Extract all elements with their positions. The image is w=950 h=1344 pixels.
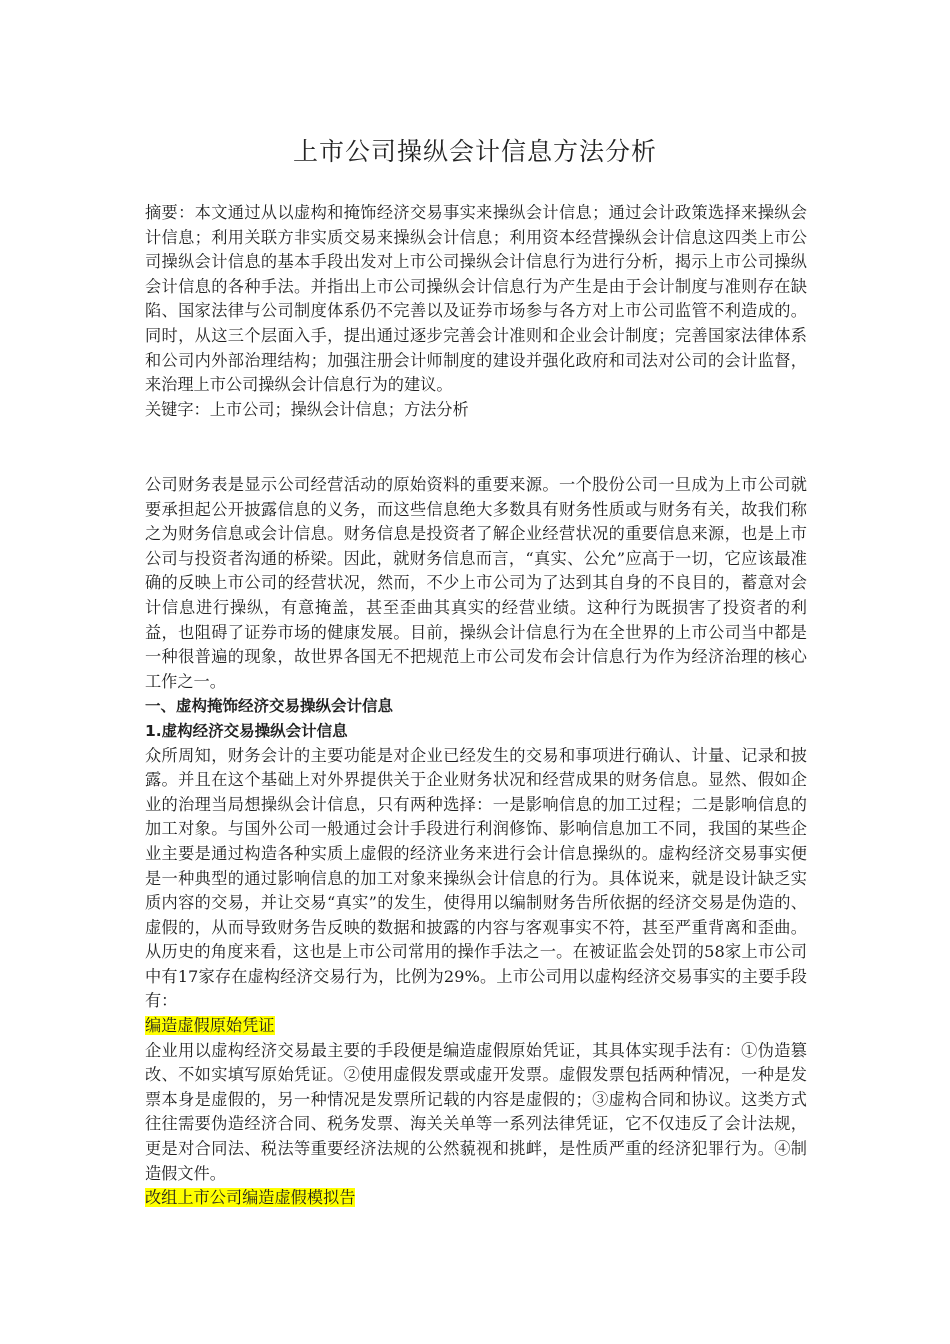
highlight-heading-1 [145,1014,807,1039]
subsection-heading-1-1: 1.虚构经济交易操纵会计信息 [145,721,348,740]
intro-paragraph: 公司财务表是显示公司经营活动的原始资料的重要来源。一个股份公司一旦成为上市公司就要承担起公开披露信息的义务，而这些信息绝大多数具有财务性质或与财务有关，故我们称之为财务信息或会计信息。财务信息是投资者了解企业经营状况的重要信息来源，也是上市公司与投资者沟通的桥梁。因此，就财务信息而言，“真实、公允”应高于一切，它应该最准确的反映上市公司的经营状况，然而，不少上市公司为了达到其自身的不良目的，蓄意对会计信息进行操纵，有意掩盖，甚至歪曲其真实的经营业绩。这种行为既损害了投资者的利益，也阻碍了证券市场的健康发展。目前，操纵会计信息行为在全世界的上市公司当中都是一种很普遍的现象，故世界各国无不把规范上市公司发布会计信息行为作为经济治理的核心工作之一。 [145,475,807,691]
keywords-line: 关键字：上市公司；操纵会计信息；方法分析 [145,399,469,419]
section-heading-1: 一、虚构掩饰经济交易操纵会计信息 [145,697,394,716]
abstract-paragraph: 摘要：本文通过从以虚构和掩饰经济交易事实来操纵会计信息；通过会计政策选择来操纵会计信息；利用关联方非实质交易来操纵会计信息；利用资本经营操纵会计信息这四类上市公司操纵会计信息的基本手段出发对上市公司操纵会计信息行为进行分析，揭示上市公司操纵会计信息的各种手法。并指出上市公司操纵会计信息行为产生是由于会计制度与准则存在缺陷、国家法律与公司制度体系仍不完善以及证券市场参与各方对上市公司监管不利造成的。同时，从这三个层面入手，提出通过逐步完善会计准则和企业会计制度；完善国家法律体系和公司内外部治理结构；加强注册会计师制度的建设并强化政府和司法对公司的会计监督，来治理上市公司操纵会计信息行为的建议。 [145,203,807,395]
body-paragraph-2: 企业用以虚构经济交易最主要的手段便是编造虚假原始凭证，其具体实现手法有：①伪造篡改、不如实填写原始凭证。②使用虚假发票或虚开发票。虚假发票包括两种情况，一种是发票本身是虚假的，另一种情况是发票所记载的内容是虚假的；③虚构合同和协议。这类方式往往需要伪造经济合同、税务发票、海关关单等一系列法律凭证，它不仅违反了会计法规，更是对合同法、税法等重要经济法规的公然藐视和挑衅，是性质严重的经济犯罪行为。④制造假文件。 [145,1040,807,1183]
abstract-section [145,201,807,422]
body-section [145,473,807,1211]
body-paragraph-1: 众所周知，财务会计的主要功能是对企业已经发生的交易和事项进行确认、计量、记录和披露。并且在这个基础上对外界提供关于企业财务状况和经营成果的财务信息。显然、假如企业的治理当局想操纵会计信息，只有两种选择：一是影响信息的加工过程；二是影响信息的加工对象。与国外公司一般通过会计手段进行利润修饰、影响信息加工不同，我国的某些企业主要是通过构造各种实质上虚假的经济业务来进行会计信息操纵的。虚构经济交易事实便是一种典型的通过影响信息的加工对象来操纵会计信息的行为。具体说来，就是设计缺乏实质内容的交易，并让交易“真实”的发生，使得用以编制财务告所依据的经济交易是伪造的、虚假的，从而导致财务告反映的数据和披露的内容与客观事实不符，甚至严重背离和歪曲。从历史的角度来看，这也是上市公司常用的操作手法之一。在被证监会处罚的58家上市公司中有17家存在虚构经济交易行为，比例为29%。上市公司用以虚构经济交易事实的主要手段有： [145,745,807,1011]
document-title: 上市公司操纵会计信息方法分析 [292,137,657,166]
highlighted-text: 改组上市公司编造虚假模拟告 [145,1188,356,1208]
highlighted-text: 编造虚假原始凭证 [145,1016,275,1036]
highlight-heading-2 [145,1186,807,1211]
